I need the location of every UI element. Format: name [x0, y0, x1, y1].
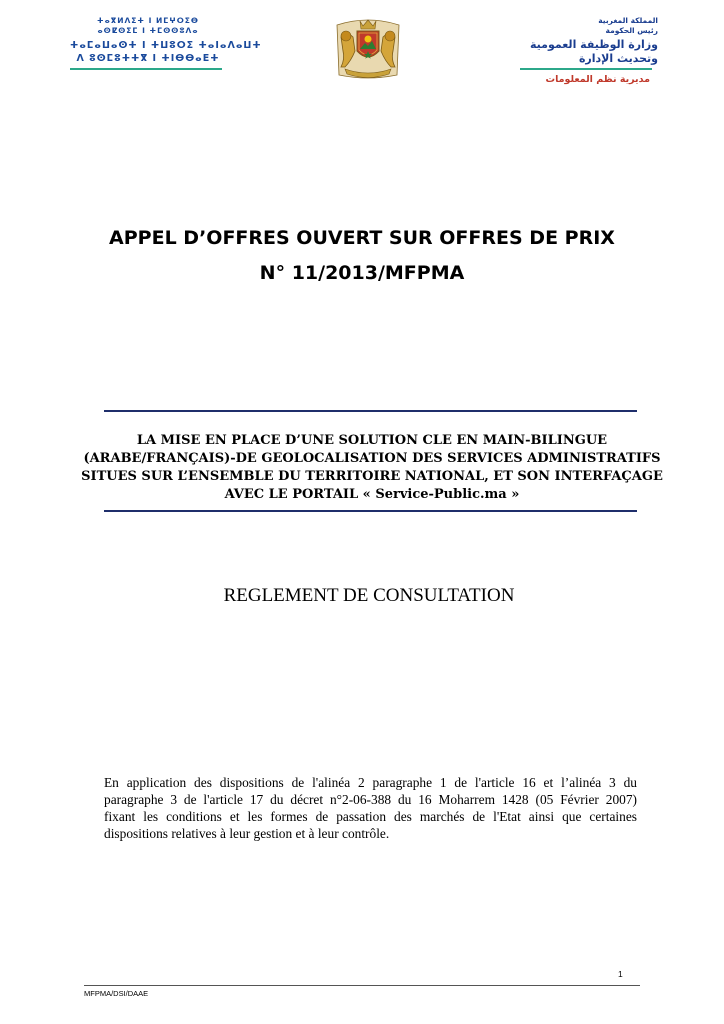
paragraph-line: fixant les conditions et les formes de passation des marchés de l'Etat ainsi que certaines — [104, 809, 637, 824]
body-paragraph — [104, 774, 637, 842]
subject-line: SITUES SUR L’ENSEMBLE DU TERRITOIRE NATIONAL, ET SON INTERFAÇAGE — [81, 469, 663, 484]
arabic-kingdom: المملكة المغربية — [598, 16, 658, 25]
subject-bottom-rule — [104, 510, 637, 512]
footer-rule — [84, 985, 640, 986]
tifinagh-ministry-line-2: ⴷ ⵓⵙⵎⵓⵜⵜⴳ ⵏ ⵜⵏⴱⴱⴰⴹⵜ — [76, 53, 220, 64]
subject-line: LA MISE EN PLACE D’UNE SOLUTION CLE EN MAIN-BILINGUE — [136, 433, 608, 448]
header-right-rule — [520, 68, 652, 70]
arabic-ministry-line-2: وتحديث الإدارة — [578, 52, 658, 65]
subject-top-rule — [104, 410, 637, 412]
paragraph-line: dispositions relatives à leur gestion et à leur contrôle. — [104, 826, 390, 841]
arabic-head-of-government: رئيس الحكومة — [605, 26, 658, 35]
tifinagh-ministry-line-1: ⵜⴰⵎⴰⵡⴰⵙⵜ ⵏ ⵜⵡⵓⵔⵉ ⵜⴰⵏⴰⴷⴰⵡⵜ — [70, 40, 262, 51]
arabic-ministry-line-1: وزارة الوظيفة العمومية — [529, 38, 658, 51]
subject-line: (ARABE/FRANÇAIS)-DE GEOLOCALISATION DES SERVICES ADMINISTRATIFS — [83, 451, 661, 466]
document-title: APPEL D’OFFRES OUVERT SUR OFFRES DE PRIX — [109, 227, 615, 249]
header-tifinagh-block — [70, 16, 262, 65]
subject-line: AVEC LE PORTAIL « Service-Public.ma » — [224, 487, 520, 502]
header-left-rule — [70, 68, 222, 70]
page-number: 1 — [618, 969, 623, 979]
paragraph-line: paragraphe 3 de l'article 17 du décret n°2-06-388 du 16 Moharrem 1428 (05 Février 2007) — [104, 792, 637, 807]
paragraph-line: En application des dispositions de l'alinéa 2 paragraphe 1 de l'article 16 et l’alinéa 3 du — [104, 775, 637, 790]
section-title: REGLEMENT DE CONSULTATION — [223, 585, 515, 606]
tender-number: N° 11/2013/MFPMA — [259, 262, 465, 284]
header-arabic-block — [508, 16, 658, 85]
arabic-directorate: مديرية نظم المعلومات — [545, 74, 650, 85]
tifinagh-kingdom: ⵜⴰⴳⵍⴷⵉⵜ ⵏ ⵍⵎⵖⵔⵉⴱ — [97, 16, 199, 25]
footer-reference: MFPMA/DSI/DAAE — [84, 989, 149, 998]
moroccan-coat-of-arms-icon — [327, 17, 409, 81]
tifinagh-head-of-government: ⴰⵙⵇⵙⵉⵎ ⵏ ⵜⵎⵙⵙⵓⴷⴰ — [97, 26, 199, 35]
